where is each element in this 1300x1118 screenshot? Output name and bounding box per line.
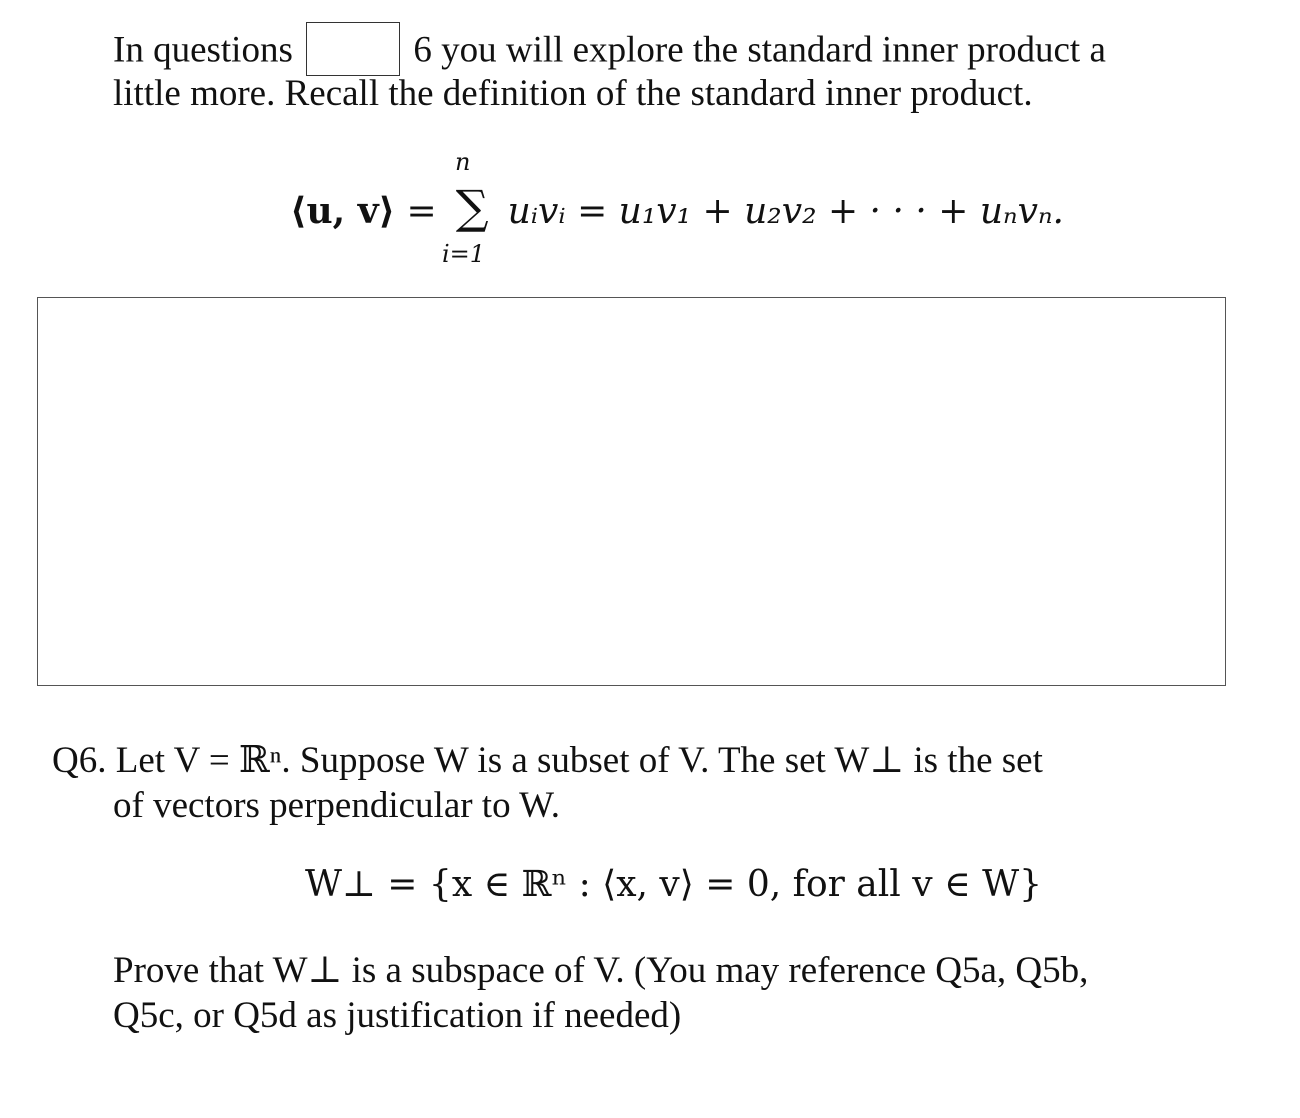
sum-lower-limit: i=1 <box>442 240 486 268</box>
formula-lhs: ⟨u, v⟩ <box>290 190 396 232</box>
intro-text-after-input: 6 you will explore the standard inner product a <box>413 29 1106 71</box>
sum-upper-limit: n <box>455 148 471 176</box>
intro-text-before-input: In questions <box>113 29 293 71</box>
formula-summand: uᵢvᵢ <box>507 191 566 232</box>
sigma-symbol: ∑ <box>455 180 489 234</box>
question-range-input[interactable] <box>306 22 400 76</box>
inner-product-formula <box>290 180 1064 234</box>
formula-equals: = <box>406 191 437 232</box>
formula-expansion: = u₁v₁ + u₂v₂ + · · · + uₙvₙ. <box>577 191 1064 232</box>
q6-line-1: Q6. Let V = ℝⁿ. Suppose W is a subset of V. The set W⊥ is the set <box>52 740 1043 781</box>
intro-line-2: little more. Recall the definition of the standard inner product. <box>113 73 1033 114</box>
answer-textbox[interactable] <box>37 297 1226 686</box>
prove-line-1: Prove that W⊥ is a subspace of V. (You may reference Q5a, Q5b, <box>113 950 1089 991</box>
prove-line-2: Q5c, or Q5d as justification if needed) <box>113 995 682 1036</box>
orthogonal-complement-formula: W⊥ = {x ∈ ℝⁿ : ⟨x, v⟩ = 0, for all v ∈ W} <box>305 864 1042 905</box>
q6-line-2: of vectors perpendicular to W. <box>113 785 560 826</box>
